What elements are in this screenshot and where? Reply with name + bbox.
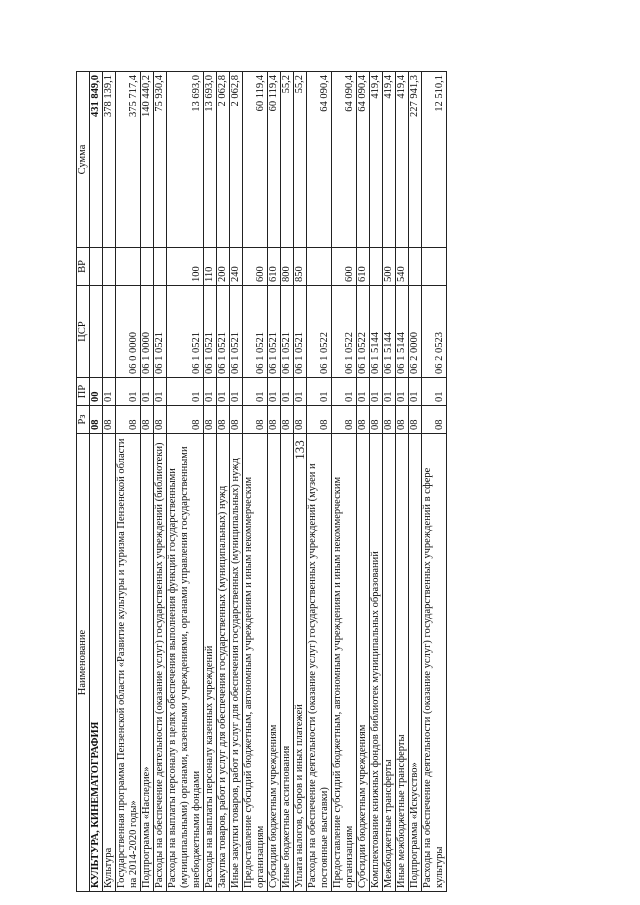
cell-sum: 13 693,0 [167, 72, 204, 248]
header-csr: ЦСР [77, 286, 90, 378]
cell-csr: 06 1 0521 [281, 286, 294, 378]
table-row [383, 72, 396, 892]
cell-name: Иные межбюджетные трансферты [396, 434, 409, 892]
cell-sum: 13 693,0 [204, 72, 217, 248]
cell-sum: 419,4 [396, 72, 409, 248]
cell-pr: 01 [383, 378, 396, 406]
cell-csr: 06 1 0522 [357, 286, 370, 378]
cell-sum: 64 090,4 [332, 72, 357, 248]
cell-rz: 08 [204, 406, 217, 434]
cell-name: Расходы на выплаты персоналу в целях обеспечения выполнения функций государственными (муниципальными) органами, казенными учреждениями, органами управления государственными внебюджетными фондами [167, 434, 204, 892]
budget-table [76, 71, 447, 892]
cell-pr: 00 [90, 378, 103, 406]
cell-rz: 08 [167, 406, 204, 434]
cell-pr: 01 [396, 378, 409, 406]
cell-sum: 2 062,8 [230, 72, 243, 248]
cell-rz: 08 [396, 406, 409, 434]
cell-name: Предоставление субсидий бюджетным, автономным учреждениям и иным некоммерческим организациям [243, 434, 268, 892]
cell-sum: 60 119,4 [268, 72, 281, 248]
cell-vr: 500 [383, 248, 396, 286]
cell-name: Межбюджетные трансферты [383, 434, 396, 892]
page-number: 133 [292, 440, 307, 460]
cell-csr: 06 1 0521 [243, 286, 268, 378]
cell-name: Расходы на выплаты персоналу казенных учреждений [204, 434, 217, 892]
cell-pr: 01 [217, 378, 230, 406]
cell-sum: 64 090,4 [307, 72, 332, 248]
cell-sum: 431 849,0 [90, 72, 103, 248]
header-sum: Сумма [77, 72, 90, 248]
cell-vr [422, 248, 447, 286]
cell-sum: 140 440,2 [141, 72, 154, 248]
header-pr: ПР [77, 378, 90, 406]
cell-csr: 06 0 0000 [116, 286, 141, 378]
cell-sum: 227 941,3 [409, 72, 422, 248]
table-row [204, 72, 217, 892]
cell-rz: 08 [370, 406, 383, 434]
table-row [357, 72, 370, 892]
cell-rz: 08 [268, 406, 281, 434]
cell-vr: 850 [294, 248, 307, 286]
cell-rz: 08 [422, 406, 447, 434]
cell-rz: 08 [281, 406, 294, 434]
cell-pr: 01 [281, 378, 294, 406]
table-row [154, 72, 167, 892]
table-row [217, 72, 230, 892]
table-header-row [77, 72, 90, 892]
cell-vr: 610 [268, 248, 281, 286]
table-body [90, 72, 447, 892]
cell-csr: 06 2 0000 [409, 286, 422, 378]
cell-sum: 75 930,4 [154, 72, 167, 248]
cell-pr: 01 [422, 378, 447, 406]
cell-sum: 60 119,4 [243, 72, 268, 248]
cell-csr: 06 2 0523 [422, 286, 447, 378]
cell-rz: 08 [409, 406, 422, 434]
cell-pr: 01 [230, 378, 243, 406]
cell-pr: 01 [307, 378, 332, 406]
cell-csr: 06 1 0521 [154, 286, 167, 378]
cell-vr: 540 [396, 248, 409, 286]
table-row [307, 72, 332, 892]
cell-name: Уплата налогов, сборов и иных платежей [294, 434, 307, 892]
cell-rz: 08 [383, 406, 396, 434]
table-row [268, 72, 281, 892]
cell-sum: 12 510,1 [422, 72, 447, 248]
cell-name: Расходы на обеспечение деятельности (оказание услуг) государственных учреждений (музеи и постоянные выставки) [307, 434, 332, 892]
cell-rz: 08 [332, 406, 357, 434]
table-row [230, 72, 243, 892]
cell-vr [154, 248, 167, 286]
cell-rz: 08 [103, 406, 116, 434]
cell-sum: 419,4 [370, 72, 383, 248]
cell-pr: 01 [103, 378, 116, 406]
cell-name: Государственная программа Пензенской области «Развитие культуры и туризма Пензенской области на 2014-2020 годы» [116, 434, 141, 892]
cell-csr: 06 1 5144 [383, 286, 396, 378]
table-row [167, 72, 204, 892]
cell-name: Подпрограмма «Наследие» [141, 434, 154, 892]
cell-csr: 06 1 0000 [141, 286, 154, 378]
cell-csr: 06 1 0521 [204, 286, 217, 378]
cell-pr: 01 [268, 378, 281, 406]
table-row [243, 72, 268, 892]
table-row [409, 72, 422, 892]
cell-name: Иные бюджетные ассигнования [281, 434, 294, 892]
cell-vr: 240 [230, 248, 243, 286]
cell-vr [141, 248, 154, 286]
cell-sum: 378 139,1 [103, 72, 116, 248]
cell-name: Культура [103, 434, 116, 892]
cell-pr: 01 [116, 378, 141, 406]
cell-vr: 610 [357, 248, 370, 286]
cell-csr [103, 286, 116, 378]
cell-rz: 08 [357, 406, 370, 434]
cell-pr: 01 [167, 378, 204, 406]
table-row [332, 72, 357, 892]
cell-name: Субсидии бюджетным учреждениям [357, 434, 370, 892]
cell-rz: 08 [90, 406, 103, 434]
header-vr: ВР [77, 248, 90, 286]
cell-name: Закупка товаров, работ и услуг для обеспечения государственных (муниципальных) нужд [217, 434, 230, 892]
cell-pr: 01 [294, 378, 307, 406]
cell-csr [90, 286, 103, 378]
cell-rz: 08 [217, 406, 230, 434]
table-row [422, 72, 447, 892]
table-row [116, 72, 141, 892]
cell-rz: 08 [230, 406, 243, 434]
cell-csr: 06 1 0521 [167, 286, 204, 378]
cell-csr: 06 1 0521 [217, 286, 230, 378]
cell-name: Предоставление субсидий бюджетным, автономным учреждениям и иным некоммерческим организациям [332, 434, 357, 892]
cell-name: Расходы на обеспечение деятельности (оказание услуг) государственных учреждений (библиотеки) [154, 434, 167, 892]
cell-name: Расходы на обеспечение деятельности (оказание услуг) государственных учреждений в сфере культуры [422, 434, 447, 892]
cell-csr: 06 1 0521 [268, 286, 281, 378]
cell-pr: 01 [154, 378, 167, 406]
cell-csr: 06 1 0522 [332, 286, 357, 378]
header-name: Наименование [77, 434, 90, 892]
cell-name: Комплектование книжных фондов библиотек муниципальных образований [370, 434, 383, 892]
cell-sum: 375 717,4 [116, 72, 141, 248]
table-row [141, 72, 154, 892]
cell-vr: 600 [332, 248, 357, 286]
table-row [103, 72, 116, 892]
cell-csr: 06 1 0522 [307, 286, 332, 378]
cell-csr: 06 1 0521 [230, 286, 243, 378]
cell-rz: 08 [141, 406, 154, 434]
table-row [281, 72, 294, 892]
cell-name: Субсидии бюджетным учреждениям [268, 434, 281, 892]
cell-name: КУЛЬТУРА, КИНЕМАТОГРАФИЯ [90, 434, 103, 892]
cell-csr: 06 1 5144 [396, 286, 409, 378]
cell-vr: 800 [281, 248, 294, 286]
cell-vr [409, 248, 422, 286]
header-rz: Рз [77, 406, 90, 434]
cell-vr [90, 248, 103, 286]
cell-pr: 01 [370, 378, 383, 406]
cell-vr: 200 [217, 248, 230, 286]
cell-name: Иные закупки товаров, работ и услуг для обеспечения государственных (муниципальных) нужд [230, 434, 243, 892]
cell-vr [103, 248, 116, 286]
cell-csr: 06 1 5144 [370, 286, 383, 378]
cell-rz: 08 [116, 406, 141, 434]
cell-rz: 08 [243, 406, 268, 434]
cell-sum: 55,2 [294, 72, 307, 248]
cell-sum: 2 062,8 [217, 72, 230, 248]
cell-pr: 01 [204, 378, 217, 406]
cell-rz: 08 [154, 406, 167, 434]
table-row [396, 72, 409, 892]
cell-vr: 600 [243, 248, 268, 286]
cell-vr [116, 248, 141, 286]
cell-pr: 01 [141, 378, 154, 406]
budget-table-container [76, 72, 552, 892]
table-row [370, 72, 383, 892]
cell-rz: 08 [294, 406, 307, 434]
cell-name: Подпрограмма «Искусство» [409, 434, 422, 892]
cell-vr: 100 [167, 248, 204, 286]
cell-sum: 64 090,4 [357, 72, 370, 248]
cell-vr: 110 [204, 248, 217, 286]
cell-vr [307, 248, 332, 286]
cell-pr: 01 [332, 378, 357, 406]
table-row [90, 72, 103, 892]
cell-csr: 06 1 0521 [294, 286, 307, 378]
cell-sum: 55,2 [281, 72, 294, 248]
cell-vr [370, 248, 383, 286]
cell-rz: 08 [307, 406, 332, 434]
cell-sum: 419,4 [383, 72, 396, 248]
cell-pr: 01 [243, 378, 268, 406]
cell-pr: 01 [409, 378, 422, 406]
table-row [294, 72, 307, 892]
cell-pr: 01 [357, 378, 370, 406]
